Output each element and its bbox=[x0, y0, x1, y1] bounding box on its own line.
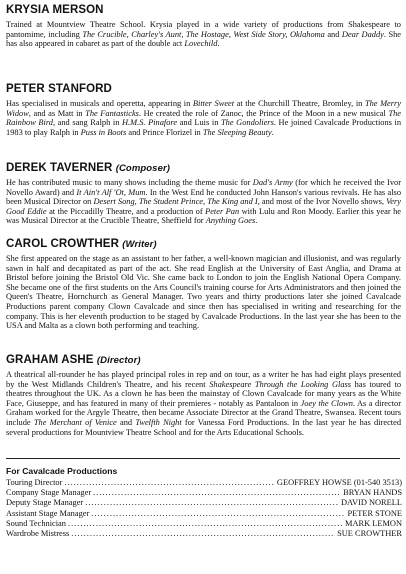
text-run: has toured to theatres throughout the UK. As a clown he has been the mainstay of Clown Cavalcade for many years as the White Face, Giuseppe, and has featured in many of their premieres - notably as Pantaloon in bbox=[6, 379, 402, 408]
bio-role: (Director) bbox=[96, 355, 141, 366]
credit-row bbox=[6, 509, 402, 519]
credit-name: PETER STONE bbox=[347, 508, 402, 518]
title-italic: Shakespeare Through the Looking Glass bbox=[209, 379, 352, 389]
credit-position: Company Stage Manager bbox=[6, 488, 92, 498]
title-italic: Joey the Clown bbox=[300, 398, 353, 408]
text-run: . bbox=[217, 39, 220, 49]
title-italic: Very Good Eddie bbox=[6, 197, 401, 216]
bio-peter-stanford bbox=[6, 83, 401, 137]
title-italic: The Merry Widow bbox=[6, 99, 402, 118]
text-run: . bbox=[271, 127, 274, 137]
bio-name: PETER STANFORD bbox=[6, 83, 112, 95]
credit-position: Touring Director bbox=[6, 478, 63, 487]
production-credits bbox=[6, 466, 402, 539]
text-run: . As a director Graham worked for the Argyle Theatre, then became Associate Director at the Grand Theatre, Swansea. Recent tours include bbox=[6, 398, 401, 427]
bio-name: GRAHAM ASHE (Director) bbox=[6, 354, 141, 366]
credit-name: BRYAN HANDS bbox=[343, 488, 402, 498]
text-run: A theatrical all-rounder he has played principal roles in rep and on tour, as a writer he has had eight plays presented by the West Midlands Children's Theatre, and his recent bbox=[6, 370, 401, 389]
text-run: with Lulu and Ron Moody. Earlier this year he was Musical Director at the Crucible Theatre, Sheffield for bbox=[6, 206, 401, 226]
bio-name: KRYSIA MERSON bbox=[6, 4, 104, 16]
bio-role: (Composer) bbox=[115, 163, 171, 174]
bio-name: DEREK TAVERNER (Composer) bbox=[6, 162, 171, 174]
title-italic: Puss in Boots bbox=[80, 127, 127, 137]
bio-carol-crowther bbox=[6, 238, 401, 331]
credits-heading: For Cavalcade Productions bbox=[6, 466, 118, 476]
text-run: and bbox=[116, 417, 136, 427]
text-run: , and sang Ralph in bbox=[52, 118, 122, 128]
title-italic: The Fantasticks bbox=[85, 108, 139, 118]
credit-position: Sound Technician bbox=[6, 518, 66, 528]
bio-text bbox=[6, 370, 401, 437]
credit-row bbox=[6, 519, 402, 529]
credit-row bbox=[6, 498, 402, 508]
text-run: (for which he received the Ivor Novello Award) and bbox=[6, 178, 401, 197]
text-run: . She has also appeared in cabaret as part of the double act bbox=[6, 29, 402, 49]
title-italic: Dear Daddy bbox=[341, 29, 384, 39]
text-run: . In the West End he conducted John Hanson's various revivals. He has also been Musical Director on bbox=[6, 187, 402, 207]
text-run: . bbox=[255, 216, 258, 226]
text-run: . He joined Cavalcade Productions in 1983 to play Ralph in bbox=[6, 118, 402, 137]
title-italic: The Merchant of Venice bbox=[33, 417, 117, 427]
title-italic: Lovechild bbox=[184, 39, 218, 49]
text-run: and Prince Florizel in bbox=[126, 127, 203, 137]
title-italic: The Rainbow Bird bbox=[6, 108, 401, 128]
text-run: and bbox=[324, 29, 342, 39]
title-italic: Twelfth Night bbox=[135, 417, 182, 427]
text-run: He has contributed music to many shows including the theme music for bbox=[6, 178, 253, 187]
bio-text bbox=[6, 178, 401, 226]
credit-name: MARK LEMON bbox=[345, 518, 402, 528]
title-italic: The Crucible, Charley's Aunt, The Hostage, West Side Story, Oklahoma bbox=[82, 29, 325, 39]
text-run: Trained at Mountview Theatre School. Krysia played in a wide variety of productions from Shakespeare to pantomime, including bbox=[6, 20, 401, 39]
text-run: She first appeared on the stage as an assistant to her father, a well-known magician and illusionist, and was regularly sawn in half and decapitated as part of the act. She read English at the University of East Anglia, and Drama at Bristol before joining the Bristol Old Vic. She came back to London to join the English National Opera Company. She became one of the first students on the Arts Council's training course for Arts Administrators and then joined the Queen's Theatre, Hornchurch as General Manager. Two years and thirty productions later she joined Cavalcade Productions parent company Clown Cavalcade and since then has specialised in writing and researching for the company. This is her eleventh production to be staged by Cavalcade Productions. In the last year she has been to the USA and Malta as a clown both performing and teaching. bbox=[6, 254, 401, 331]
title-italic: H.M.S. Pinafore bbox=[122, 118, 178, 128]
bio-derek-taverner bbox=[6, 162, 401, 226]
text-run: at the Piccadilly Theatre, and a production of bbox=[46, 206, 206, 216]
title-italic: Anything Goes bbox=[205, 216, 256, 226]
title-italic: Desert Song, The Student Prince, The King and I bbox=[93, 197, 258, 207]
bio-text bbox=[6, 254, 401, 331]
credit-name: SUE CROWTHER bbox=[337, 529, 402, 539]
credit-position: Deputy Stage Manager bbox=[6, 498, 84, 508]
credit-name: DAVID NORELL bbox=[340, 498, 402, 508]
bio-text bbox=[6, 99, 401, 137]
title-italic: It Ain't Alf 'Ot, Mum bbox=[76, 187, 146, 197]
divider-rule bbox=[6, 458, 400, 459]
title-italic: The Sleeping Beauty bbox=[202, 127, 272, 137]
text-run: for Vanessa Ford Productions. In the last year he has directed several productions for Mountview Theatre School and for the Arts Educational Schools. bbox=[6, 417, 402, 437]
text-run: . He created the role of Zanoc, the Prince of the Moon in a new musical bbox=[138, 108, 389, 118]
title-italic: Bitter Sweet bbox=[192, 99, 235, 108]
credit-row bbox=[6, 529, 402, 539]
credit-name: GEOFFREY HOWSE (01-540 3513) bbox=[276, 478, 402, 487]
title-italic: The Gondoliers bbox=[220, 118, 274, 128]
credit-position: Wardrobe Mistress bbox=[6, 529, 70, 539]
leader-dots bbox=[68, 519, 343, 529]
text-run: at the Churchill Theatre, Bromley, in bbox=[234, 99, 365, 108]
text-run: Has specialised in musicals and operetta, appearing in bbox=[6, 99, 193, 108]
leader-dots bbox=[91, 509, 345, 519]
bio-role: (Writer) bbox=[122, 239, 157, 250]
credit-position: Assistant Stage Manager bbox=[6, 508, 90, 518]
text-run: and Luis in bbox=[177, 118, 221, 128]
leader-dots bbox=[64, 478, 275, 488]
text-run: , and as Matt in bbox=[28, 108, 86, 118]
bio-text bbox=[6, 20, 401, 49]
leader-dots bbox=[71, 529, 335, 539]
title-italic: Dad's Army bbox=[252, 178, 293, 187]
text-run: , and most of the Ivor Novello shows, bbox=[257, 197, 387, 207]
credit-row bbox=[6, 478, 402, 488]
bio-graham-ashe bbox=[6, 354, 401, 437]
bio-name: CAROL CROWTHER (Writer) bbox=[6, 238, 157, 250]
bio-krysia-merson bbox=[6, 4, 401, 49]
title-italic: Peter Pan bbox=[205, 206, 240, 216]
leader-dots bbox=[93, 488, 341, 498]
leader-dots bbox=[85, 498, 339, 508]
credit-row bbox=[6, 488, 402, 498]
